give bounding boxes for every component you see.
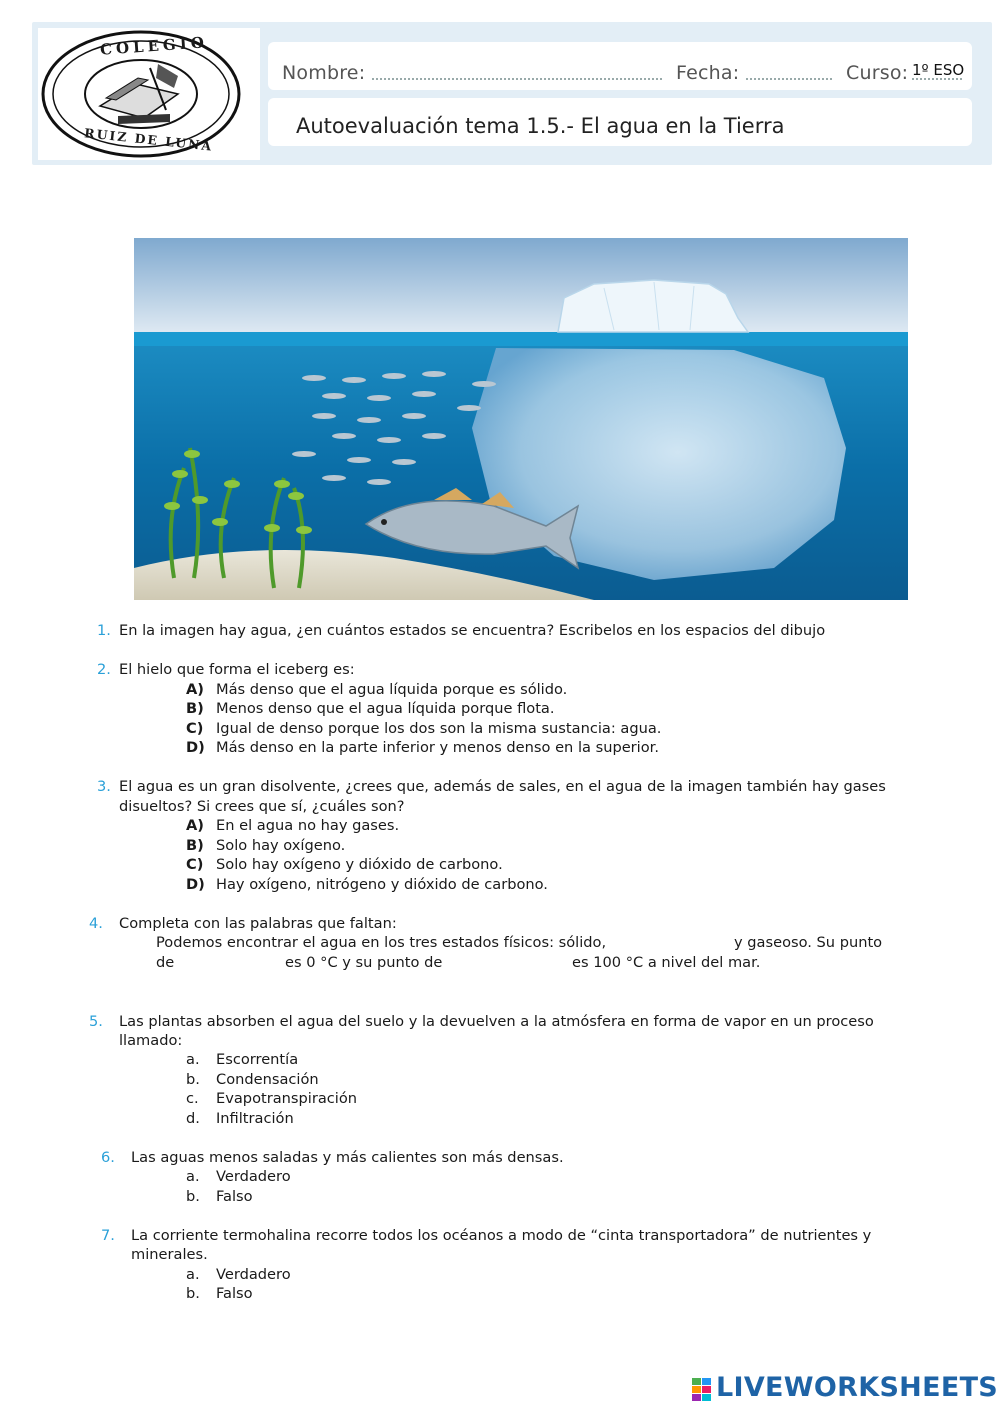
option-text: Más denso que el agua líquida porque es sólido. [216, 681, 568, 698]
question-3-text-line2: disueltos? Si crees que sí, ¿cuáles son? [119, 798, 405, 815]
option-text: Escorrentía [216, 1051, 299, 1068]
question-2-option-a[interactable] [186, 680, 567, 700]
option-text: Solo hay oxígeno. [216, 837, 346, 854]
option-text: Más denso en la parte inferior y menos denso en la superior. [216, 739, 659, 756]
question-7-text-line1: La corriente termohalina recorre todos los océanos a modo de “cinta transportadora” de nutrientes y [131, 1227, 872, 1244]
question-2-number: 2. [97, 661, 111, 678]
option-letter: b. [186, 1071, 200, 1088]
question-7-option-a[interactable] [186, 1265, 291, 1285]
worksheet-title: Autoevaluación tema 1.5.- El agua en la Tierra [296, 114, 785, 138]
option-letter: C) [186, 856, 204, 873]
question-2-option-b[interactable] [186, 699, 555, 719]
question-1-number: 1. [97, 622, 111, 639]
curso-value: 1º ESO [912, 61, 965, 79]
option-text: En el agua no hay gases. [216, 817, 400, 834]
question-7-number: 7. [101, 1227, 115, 1244]
iceberg-scene-icon [134, 238, 908, 600]
option-letter: D) [186, 876, 205, 893]
option-text: Menos denso que el agua líquida porque flota. [216, 700, 555, 717]
option-letter: A) [186, 681, 204, 698]
question-5-option-b[interactable] [186, 1070, 319, 1090]
nombre-field[interactable] [372, 78, 662, 80]
liveworksheets-logo-icon [692, 1376, 712, 1404]
option-letter: a. [186, 1051, 200, 1068]
option-letter: B) [186, 700, 204, 717]
curso-field[interactable] [912, 78, 962, 80]
question-4-fill-part3: de [156, 954, 175, 971]
question-6-option-b[interactable] [186, 1187, 253, 1207]
fecha-field[interactable] [746, 78, 832, 80]
option-text: Hay oxígeno, nitrógeno y dióxido de carbono. [216, 876, 548, 893]
option-text: Condensación [216, 1071, 319, 1088]
question-3-option-b[interactable] [186, 836, 345, 856]
question-5-option-d[interactable] [186, 1109, 294, 1129]
option-letter: C) [186, 720, 204, 737]
option-text: Verdadero [216, 1168, 291, 1185]
logo-top-text: COLEGIO [99, 33, 209, 59]
question-2-option-c[interactable] [186, 719, 661, 739]
question-3-number: 3. [97, 778, 111, 795]
option-text: Solo hay oxígeno y dióxido de carbono. [216, 856, 503, 873]
iceberg-illustration [134, 238, 908, 600]
question-2-option-d[interactable] [186, 738, 659, 758]
school-logo [38, 28, 260, 160]
question-4-fill-part2: y gaseoso. Su punto [734, 934, 883, 951]
question-1-text: En la imagen hay agua, ¿en cuántos estados se encuentra? Escribelos en los espacios del dibujo [119, 622, 826, 639]
question-7-option-b[interactable] [186, 1284, 253, 1304]
option-text: Evapotranspiración [216, 1090, 358, 1107]
option-letter: A) [186, 817, 204, 834]
worksheet-header [32, 22, 992, 165]
option-letter: a. [186, 1168, 200, 1185]
question-4-text: Completa con las palabras que faltan: [119, 915, 397, 932]
liveworksheets-brand: LIVEWORKSHEETS [716, 1372, 999, 1403]
option-text: Igual de denso porque los dos son la misma sustancia: agua. [216, 720, 662, 737]
question-4-fill-part1: Podemos encontrar el agua en los tres estados físicos: sólido, [156, 934, 607, 951]
blank-fusion-input[interactable] [180, 952, 282, 972]
question-2-text: El hielo que forma el iceberg es: [119, 661, 355, 678]
question-5-text-line2: llamado: [119, 1032, 183, 1049]
question-6-text: Las aguas menos saladas y más calientes son más densas. [131, 1149, 564, 1166]
question-5-text-line1: Las plantas absorben el agua del suelo y la devuelven a la atmósfera en forma de vapor en un proceso [119, 1013, 874, 1030]
question-3-text-line1: El agua es un gran disolvente, ¿crees que, además de sales, en el agua de la imagen también hay gases [119, 778, 886, 795]
question-7-text-line2: minerales. [131, 1246, 208, 1263]
blank-boiling-input[interactable] [450, 952, 568, 972]
logo-bottom-text: RUIZ DE LUNA [83, 125, 214, 154]
curso-label: Curso: [846, 62, 909, 84]
question-6-number: 6. [101, 1149, 115, 1166]
question-4-fill-part5: es 100 °C a nivel del mar. [572, 954, 761, 971]
option-text: Falso [216, 1285, 253, 1302]
question-3-option-d[interactable] [186, 875, 548, 895]
option-letter: a. [186, 1266, 200, 1283]
question-5-number: 5. [89, 1013, 103, 1030]
option-letter: c. [186, 1090, 199, 1107]
option-letter: d. [186, 1110, 200, 1127]
question-5-option-c[interactable] [186, 1089, 357, 1109]
option-letter: B) [186, 837, 204, 854]
fecha-label: Fecha: [676, 62, 740, 84]
option-text: Falso [216, 1188, 253, 1205]
question-3-option-c[interactable] [186, 855, 503, 875]
option-text: Verdadero [216, 1266, 291, 1283]
option-letter: D) [186, 739, 205, 756]
option-letter: b. [186, 1285, 200, 1302]
question-3-option-a[interactable] [186, 816, 399, 836]
question-6-option-a[interactable] [186, 1167, 291, 1187]
option-letter: b. [186, 1188, 200, 1205]
question-4-number: 4. [89, 915, 103, 932]
question-4-fill-part4: es 0 °C y su punto de [285, 954, 443, 971]
blank-liquid-input[interactable] [620, 932, 730, 952]
option-text: Infiltración [216, 1110, 294, 1127]
question-5-option-a[interactable] [186, 1050, 298, 1070]
nombre-label: Nombre: [282, 62, 366, 84]
